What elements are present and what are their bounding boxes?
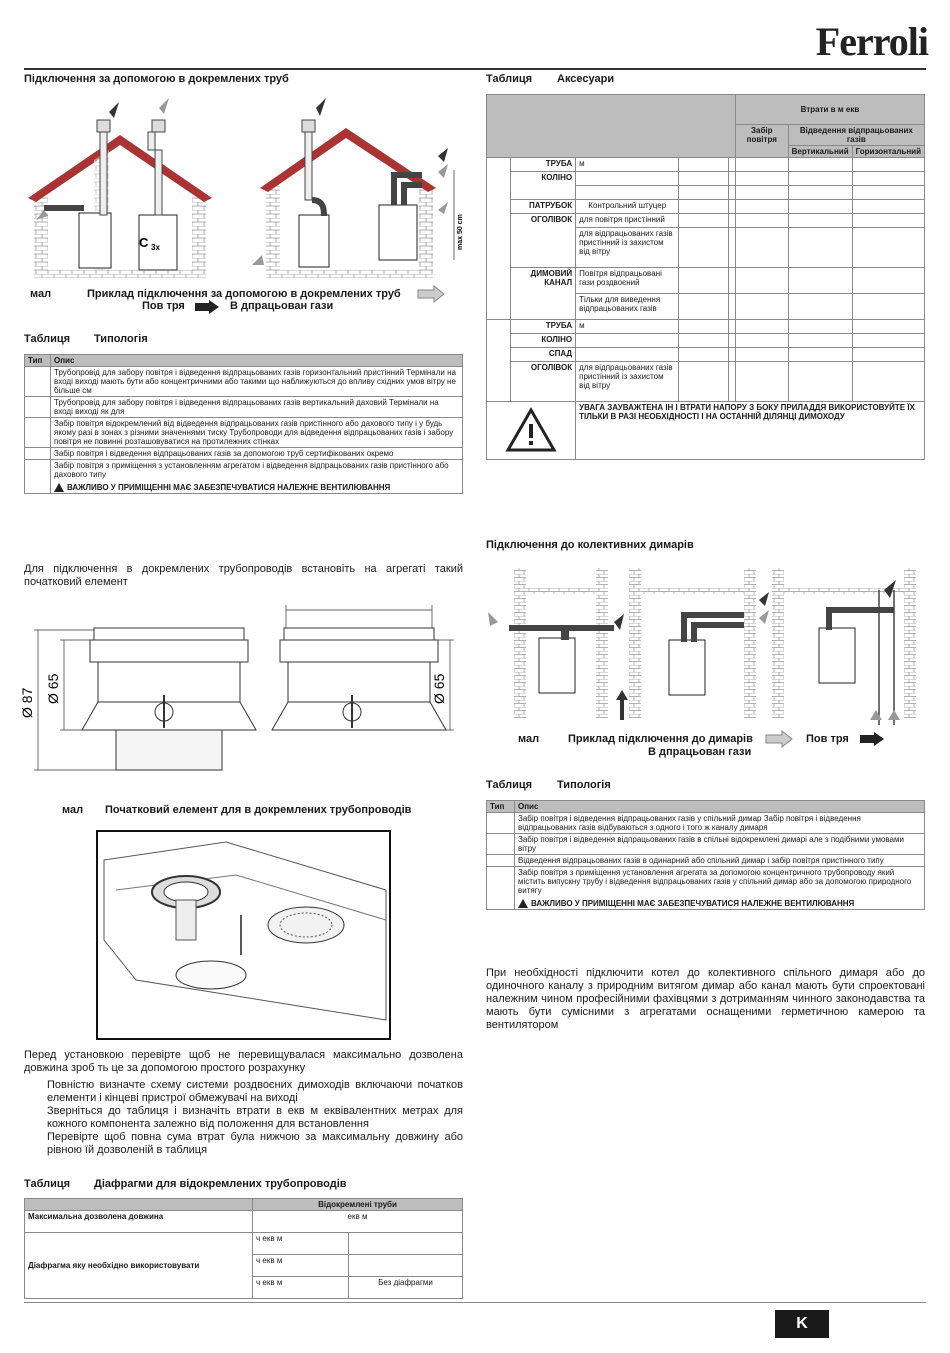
table-typology2-label: Таблиця xyxy=(486,779,533,791)
col-type: Тип xyxy=(25,355,51,367)
table-row: Забір повітря з приміщення з установленням агрегатом і відведення відпрацьованих газів пристінного або дахового типу ВАЖЛИВО У ПРИМІЩЕННІ МАЄ ЗАБЕЗПЕЧУВАТИСЯ НАЛЕЖНЕ ВЕНТИЛЮВАННЯ xyxy=(25,460,463,494)
air-arrow-icon xyxy=(766,731,792,747)
figure-collective-chimneys xyxy=(484,560,929,735)
col-type: Тип xyxy=(487,801,515,813)
fig1-caption: Приклад підключення за допомогою в докремлених труб xyxy=(87,288,401,300)
table-diaphragms: Відокремлені труби Максимальна дозволена довжина екв м Діафрагма яку необхідно використовувати ч екв м ч екв м ч екв м Без діафрагми xyxy=(24,1198,463,1299)
fig2-caption: Початковий елемент для в докремлених трубопроводів xyxy=(105,804,412,816)
fig3-caption: Приклад підключення до димарів xyxy=(568,733,753,745)
table-accessories: Втрати в м екв Забір повітря Відведення відпрацьованих газів Вертикальний Горизонтальний ТРУБА м КОЛІНО ПАТРУБОК Контрольний штуцер ОГОЛІВОК для повітря пристінний для відпрацьованих газів пристінний із захистом від вітру ДИМОВИЙ КАНАЛ Повітря відпрацьовані гази роздвоєний Тільки для виведення відпрацьованих газів ТРУБА м КОЛІНО СПАД ОГОЛІВОК для відпрацьованих газів пристінний із захистом від вітру УВАГА ЗАУВАЖТЕНА ІН І ВТРАТИ НАПОРУ З БОКУ ПРИЛАДДЯ ВИКОРИСТОВУЙТЕ ЇХ ТІЛЬКИ В РАЗІ НЕОБХІДНОСТІ І НА ОСТАННІЙ ДІЛЯНЦІ ДИМОХОДУ xyxy=(486,94,925,460)
fig2-caption-prefix: мал xyxy=(62,804,84,816)
c3x-label: C xyxy=(139,235,149,250)
gas-arrow-icon xyxy=(195,300,219,314)
header-rule xyxy=(24,68,926,70)
col-desc: Опис xyxy=(51,355,463,367)
table-typology2-title: Типологія xyxy=(557,779,611,791)
table-row: Трубопровід для забору повітря і відведення відпрацьованих газів горизонтальний пристінний Термінали на вході виході мають бути або концентричними або такими що наближуються до впливу східних умов вітру не більше см xyxy=(25,367,463,397)
air-arrow-icon xyxy=(418,286,444,302)
warning-icon xyxy=(54,483,64,492)
install-paragraph: Для підключення в докремлених трубопроводів встановіть на агрегаті такий початковий елемент xyxy=(24,563,463,588)
fig3-caption-prefix: мал xyxy=(518,733,540,745)
table-diaph-label: Таблиця xyxy=(24,1178,71,1190)
fig1-caption-prefix: мал xyxy=(30,288,52,300)
table-row: Забір повітря відокремлений від відведення відпрацьованих газів пристінного або дахового типу і у будь якому разі в зонах з різними значеннями тиску Трубопроводи для відведення відпрацьованих газів і забору повітря не повинні розташовуватися на протилежних стінках xyxy=(25,418,463,448)
table-typology-title: Типологія xyxy=(94,333,148,345)
table-row: Забір повітря і відведення відпрацьованих газів у спільний димар Забір повітря і відведення відпрацьованих газів відбуваються з одного і того ж каналу димаря xyxy=(487,813,925,834)
gas-arrow-icon xyxy=(860,732,884,746)
fig1-legend-air: Пов тря xyxy=(142,300,185,312)
table-typology xyxy=(24,354,463,494)
footer-rule xyxy=(24,1302,926,1303)
table-row: Відведення відпрацьованих газів в одинарний або спільний димар і забір повітря пристінного типу xyxy=(487,855,925,867)
figure-starting-element xyxy=(19,600,464,775)
c3x-subscript: 3x xyxy=(151,243,160,252)
warning-text: ВАЖЛИВО У ПРИМІЩЕННІ МАЄ ЗАБЕЗПЕЧУВАТИСЯ НАЛЕЖНЕ ВЕНТИЛЮВАННЯ xyxy=(67,483,391,492)
check-paragraph: Перед установкою перевірте щоб не перевищувалася максимально дозволена довжина зроб ть це за допомогою простого розрахунку xyxy=(24,1049,463,1074)
warning-icon xyxy=(506,408,556,452)
section-title-separate: Підключення за допомогою в докремлених труб xyxy=(24,73,289,85)
row-diaphragm: Діафрагма яку необхідно використовувати xyxy=(25,1233,253,1299)
fig3-legend-air: Пов тря xyxy=(806,733,849,745)
list-item: Зверніться до таблиця і визначіть втрати в екв м еквівалентних метрах для кожного компонента залежно від положення для встановлення xyxy=(47,1105,463,1130)
col-exhaust: Відведення відпрацьованих газів xyxy=(788,125,924,146)
figure-separate-pipes xyxy=(24,90,474,320)
col-desc: Опис xyxy=(515,801,925,813)
section-title-collective: Підключення до колективних димарів xyxy=(486,539,694,551)
list-item: Перевірте щоб повна сума втрат була нижчою за максимальну довжину або рівною їй дозволеній в таблиця xyxy=(47,1131,463,1156)
table-row: Забір повітря з приміщення установлення агрегата за допомогою концентричного трубопроводу який містить випускну трубу і відведення відпрацьованих газів у спільний димар або за допомогою природного витягу ВАЖЛИВО У ПРИМІЩЕННІ МАЄ ЗАБЕЗПЕЧУВАТИСЯ НАЛЕЖНЕ ВЕНТИЛЮВАННЯ xyxy=(487,867,925,910)
row-max-length: Максимальна дозволена довжина xyxy=(25,1211,253,1233)
dim-65a-label: Ø 65 xyxy=(45,673,61,704)
collective-paragraph: При необхідності підключити котел до колективного спільного димаря або до одиночного каналу з природним витягом димар або канал мають бути спроектовані належним чином професійними фахівцями з дотриманням чинного законодавства та мають бути сумісними з агрегатами оснащеними герметичною камерою та вентилятором xyxy=(486,967,925,1031)
col-horizontal: Горизонтальний xyxy=(852,146,924,158)
dim-65b-label: Ø 65 xyxy=(431,673,447,704)
list-item: Повністю визначте схему системи роздвоєних димоходів включаючи початков елементи і кінцеві пристрої обмежувачі на виході xyxy=(47,1079,463,1104)
table-typology-label: Таблиця xyxy=(24,333,71,345)
table-acc-title: Аксесуари xyxy=(557,73,615,85)
table-typology-collective xyxy=(486,800,925,910)
warning-text: ВАЖЛИВО У ПРИМІЩЕННІ МАЄ ЗАБЕЗПЕЧУВАТИСЯ НАЛЕЖНЕ ВЕНТИЛЮВАННЯ xyxy=(531,899,855,908)
table-row: Трубопровід для забору повітря і відведення відпрацьованих газів вертикальний даховий Термінали на вході виході як для xyxy=(25,397,463,418)
fig1-legend-gas: В дпрацьован гази xyxy=(230,300,334,312)
dim-87-label: Ø 87 xyxy=(19,687,35,718)
warning-icon xyxy=(518,899,528,908)
page-letter: K xyxy=(775,1310,829,1338)
col-losses: Втрати в м екв xyxy=(735,95,924,125)
col-air: Забір повітря xyxy=(735,125,788,158)
warning-text: УВАГА ЗАУВАЖТЕНА ІН І ВТРАТИ НАПОРУ З БОКУ ПРИЛАДДЯ ВИКОРИСТОВУЙТЕ ЇХ ТІЛЬКИ В РАЗІ НЕОБХІДНОСТІ І НА ОСТАННІЙ ДІЛЯНЦІ ДИМОХОДУ xyxy=(576,402,925,460)
table-diaph-title: Діафрагми для відокремлених трубопроводів xyxy=(94,1178,347,1190)
table-row: Забір повітря і відведення відпрацьованих газів в спільні відокремлені димарі але з подібними умовами вітру xyxy=(487,834,925,855)
figure-boiler-top xyxy=(96,830,391,1040)
steps-list xyxy=(47,1079,463,1157)
table-row: Забір повітря і відведення відпрацьованих газів за допомогою труб сертифікованих окремо xyxy=(25,448,463,460)
house-1 xyxy=(28,98,212,278)
table-acc-label: Таблиця xyxy=(486,73,533,85)
col-vertical: Вертикальний xyxy=(788,146,852,158)
col-separate-pipes: Відокремлені труби xyxy=(253,1199,463,1211)
house-2 xyxy=(252,98,454,278)
max-50cm-label: max 50 cm xyxy=(457,214,464,250)
brand-logo: Ferroli xyxy=(815,19,928,64)
fig3-legend-gas: В дпрацьован гази xyxy=(648,746,752,758)
